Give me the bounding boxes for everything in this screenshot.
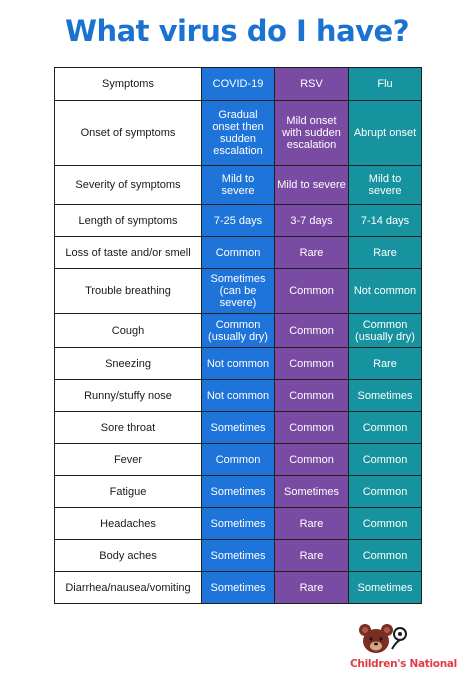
- symptom-label: Runny/stuffy nose: [55, 380, 202, 412]
- table-row: [55, 166, 422, 205]
- rsv-cell: Rare: [275, 237, 349, 269]
- logo-text: Children's National: [350, 658, 457, 670]
- covid-cell: 7-25 days: [202, 205, 275, 237]
- table-header-row: [55, 68, 422, 101]
- table-row: [55, 572, 422, 604]
- flu-cell: Abrupt onset: [349, 101, 422, 166]
- symptom-label: Sneezing: [55, 348, 202, 380]
- table-row: [55, 508, 422, 540]
- covid-cell: Common: [202, 444, 275, 476]
- flu-cell: Mild to severe: [349, 166, 422, 205]
- flu-cell: Common: [349, 476, 422, 508]
- flu-cell: Common: [349, 508, 422, 540]
- symptom-label: Loss of taste and/or smell: [55, 237, 202, 269]
- table-row: [55, 269, 422, 314]
- symptom-label: Sore throat: [55, 412, 202, 444]
- symptom-label: Headaches: [55, 508, 202, 540]
- rsv-cell: Mild onset with sudden escalation: [275, 101, 349, 166]
- table-row: [55, 101, 422, 166]
- symptom-label: Length of symptoms: [55, 205, 202, 237]
- covid-cell: Sometimes: [202, 508, 275, 540]
- symptom-label: Onset of symptoms: [55, 101, 202, 166]
- flu-cell: 7-14 days: [349, 205, 422, 237]
- header-rsv: RSV: [275, 68, 349, 101]
- flu-cell: Common (usually dry): [349, 314, 422, 348]
- covid-cell: Not common: [202, 380, 275, 412]
- flu-cell: Sometimes: [349, 380, 422, 412]
- virus-comparison-table: [54, 67, 422, 604]
- table-row: [55, 412, 422, 444]
- table-row: [55, 205, 422, 237]
- table-row: [55, 237, 422, 269]
- covid-cell: Sometimes: [202, 412, 275, 444]
- table-row: [55, 476, 422, 508]
- symptom-label: Cough: [55, 314, 202, 348]
- rsv-cell: Mild to severe: [275, 166, 349, 205]
- header-covid: COVID-19: [202, 68, 275, 101]
- covid-cell: Mild to severe: [202, 166, 275, 205]
- header-symptoms: Symptoms: [55, 68, 202, 101]
- covid-cell: Sometimes: [202, 572, 275, 604]
- table-row: [55, 380, 422, 412]
- page-title: What virus do I have?: [64, 14, 410, 48]
- covid-cell: Sometimes: [202, 540, 275, 572]
- rsv-cell: Rare: [275, 508, 349, 540]
- covid-cell: Sometimes (can be severe): [202, 269, 275, 314]
- rsv-cell: Common: [275, 380, 349, 412]
- header-flu: Flu: [349, 68, 422, 101]
- flu-cell: Rare: [349, 237, 422, 269]
- symptom-label: Trouble breathing: [55, 269, 202, 314]
- symptom-label: Severity of symptoms: [55, 166, 202, 205]
- rsv-cell: 3-7 days: [275, 205, 349, 237]
- covid-cell: Sometimes: [202, 476, 275, 508]
- rsv-cell: Sometimes: [275, 476, 349, 508]
- rsv-cell: Common: [275, 269, 349, 314]
- flu-cell: Sometimes: [349, 572, 422, 604]
- childrens-national-logo: [350, 622, 457, 672]
- teddy-bear-logo-icon: [356, 622, 416, 658]
- covid-cell: Common (usually dry): [202, 314, 275, 348]
- table-row: [55, 348, 422, 380]
- flu-cell: Common: [349, 540, 422, 572]
- flu-cell: Rare: [349, 348, 422, 380]
- table-row: [55, 540, 422, 572]
- covid-cell: Gradual onset then sudden escalation: [202, 101, 275, 166]
- rsv-cell: Common: [275, 314, 349, 348]
- covid-cell: Common: [202, 237, 275, 269]
- covid-cell: Not common: [202, 348, 275, 380]
- symptom-label: Fever: [55, 444, 202, 476]
- symptom-label: Diarrhea/nausea/vomiting: [55, 572, 202, 604]
- table-row: [55, 314, 422, 348]
- rsv-cell: Common: [275, 444, 349, 476]
- symptom-label: Fatigue: [55, 476, 202, 508]
- flu-cell: Common: [349, 412, 422, 444]
- rsv-cell: Common: [275, 412, 349, 444]
- symptom-label: Body aches: [55, 540, 202, 572]
- flu-cell: Not common: [349, 269, 422, 314]
- rsv-cell: Rare: [275, 540, 349, 572]
- table-row: [55, 444, 422, 476]
- rsv-cell: Common: [275, 348, 349, 380]
- rsv-cell: Rare: [275, 572, 349, 604]
- flu-cell: Common: [349, 444, 422, 476]
